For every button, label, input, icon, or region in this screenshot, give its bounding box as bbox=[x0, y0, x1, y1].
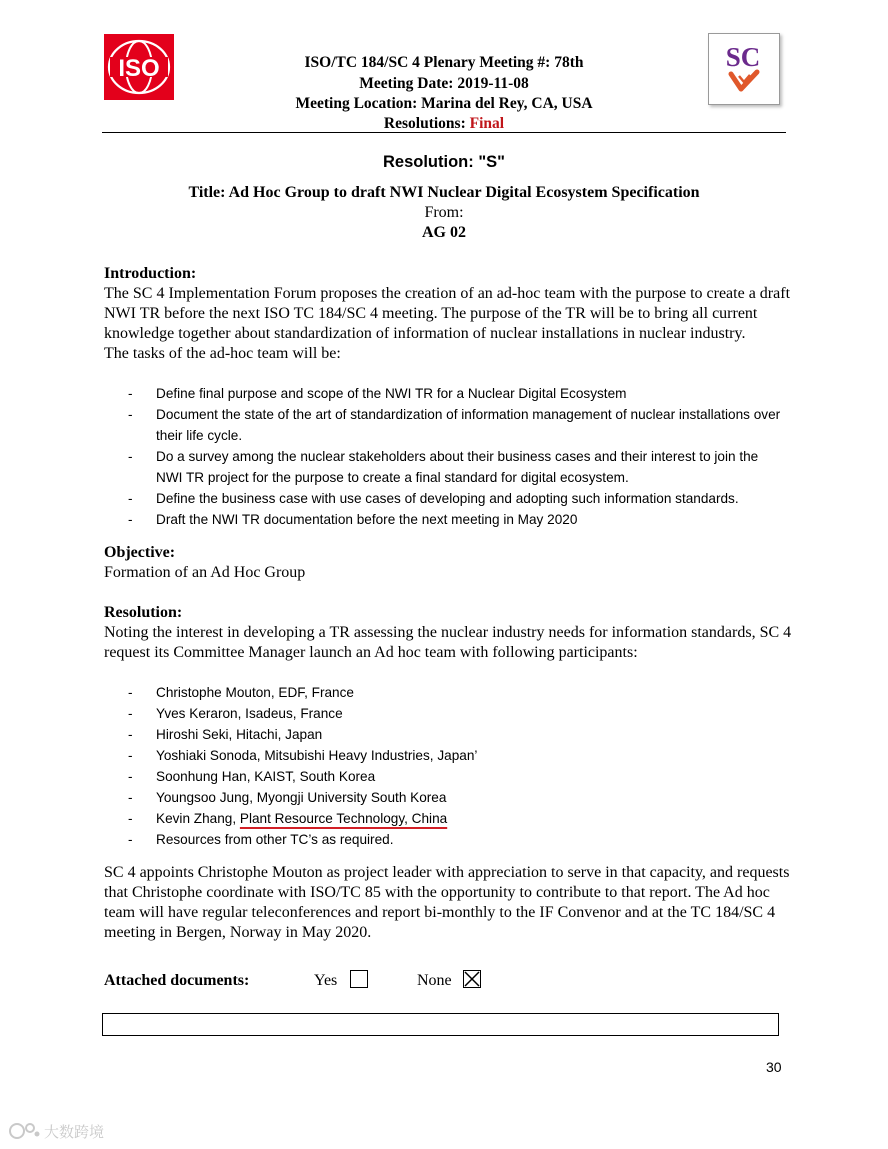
none-checkbox[interactable] bbox=[463, 970, 481, 988]
list-item: - Resources from other TC’s as required. bbox=[128, 832, 394, 847]
iso-logo bbox=[104, 34, 174, 100]
list-item: - Define final purpose and scope of the NWI TR for a Nuclear Digital Ecosystem bbox=[128, 386, 627, 401]
closing-section bbox=[104, 863, 794, 943]
empty-text-box bbox=[102, 1013, 779, 1036]
resolution-heading: Resolution: "S" bbox=[383, 153, 505, 171]
participants-list bbox=[128, 682, 788, 850]
list-item: - Document the state of the art of standardization of information management of nuclear installations over their life cycle. bbox=[128, 407, 781, 443]
tasks-intro: The tasks of the ad-hoc team will be: bbox=[104, 345, 341, 362]
watermark-logo-icon bbox=[8, 1120, 42, 1142]
resolution-paragraph: Noting the interest in developing a TR assessing the nuclear industry needs for information standards, SC 4 request its Committee Manager launch an Ad hoc team with following participants: bbox=[104, 624, 792, 661]
list-item: - Christophe Mouton, EDF, France bbox=[128, 685, 354, 700]
header-meeting-date: Meeting Date: 2019-11-08 bbox=[359, 75, 529, 92]
list-item: - Define the business case with use cases of developing and adopting such information standards. bbox=[128, 491, 739, 506]
list-item: - Draft the NWI TR documentation before the next meeting in May 2020 bbox=[128, 512, 578, 527]
tasks-list bbox=[128, 383, 788, 530]
introduction-paragraph: The SC 4 Implementation Forum proposes the creation of an ad-hoc team with the purpose to create a draft NWI TR before the next ISO TC 184/SC 4 meeting. The purpose of the TR will be to bring all current knowledge together about standardization of information of nuclear installations in nuclear industry. bbox=[104, 285, 791, 342]
yes-label: Yes bbox=[314, 972, 338, 989]
objective-text: Formation of an Ad Hoc Group bbox=[104, 564, 306, 581]
objective-section bbox=[104, 543, 794, 583]
iso-globe-icon bbox=[106, 37, 172, 97]
header-divider bbox=[102, 132, 786, 133]
list-item: - Youngsoo Jung, Myongji University South Korea bbox=[128, 790, 447, 805]
list-item: - Yves Keraron, Isadeus, France bbox=[128, 706, 343, 721]
sc-logo bbox=[708, 33, 780, 105]
resolutions-status: Final bbox=[469, 115, 505, 132]
list-item: - Yoshiaki Sonoda, Mitsubishi Heavy Industries, Japan’ bbox=[128, 748, 478, 763]
resolution-title: Title: Ad Hoc Group to draft NWI Nuclear Digital Ecosystem Specification bbox=[188, 184, 700, 201]
watermark bbox=[8, 1120, 104, 1142]
resolution-section-heading: Resolution: bbox=[104, 604, 183, 621]
checked-x-icon bbox=[464, 971, 480, 987]
resolutions-label: Resolutions: bbox=[383, 115, 466, 132]
header-resolutions bbox=[180, 114, 708, 134]
introduction-heading: Introduction: bbox=[104, 265, 197, 282]
closing-paragraph: SC 4 appoints Christophe Mouton as project leader with appreciation to serve in that capacity, and requests that Christophe coordinate with ISO/TC 85 with the opportunity to contribute to that report. The Ad hoc team will have regular teleconferences and report bi-monthly to the IF Convenor and at the TC 184/SC 4 meeting in Bergen, Norway in May 2020. bbox=[104, 864, 790, 941]
participant-kevin-name: Kevin Zhang, bbox=[156, 811, 240, 826]
objective-heading: Objective: bbox=[104, 544, 176, 561]
header-meeting-number: ISO/TC 184/SC 4 Plenary Meeting #: 78th bbox=[304, 54, 584, 71]
list-item: - Hiroshi Seki, Hitachi, Japan bbox=[128, 727, 323, 742]
header-meeting-location: Meeting Location: Marina del Rey, CA, USA bbox=[295, 95, 593, 112]
attached-documents-row bbox=[104, 970, 604, 994]
list-item: - Soonhung Han, KAIST, South Korea bbox=[128, 769, 376, 784]
resolution-from-value: AG 02 bbox=[422, 224, 466, 241]
yes-checkbox[interactable] bbox=[350, 970, 368, 988]
sc-checkmark-icon bbox=[709, 34, 779, 104]
iso-logo-text: ISO bbox=[118, 55, 160, 82]
attached-documents-label: Attached documents: bbox=[104, 972, 250, 989]
list-item: - Do a survey among the nuclear stakeholders about their business cases and their interest to join the NWI TR project for the purpose to create a final standard for digital ecosystem. bbox=[128, 449, 759, 485]
none-label: None bbox=[417, 972, 452, 989]
sc-logo-text: SC bbox=[725, 42, 761, 72]
participant-kevin-org: Plant Resource Technology, China bbox=[239, 811, 448, 826]
introduction-section bbox=[104, 264, 794, 364]
resolution-from-label: From: bbox=[424, 204, 464, 221]
watermark-text: 大数跨境 bbox=[44, 1123, 105, 1141]
list-item: - Kevin Zhang, Plant Resource Technology, China bbox=[128, 811, 448, 826]
page-number: 30 bbox=[766, 1059, 782, 1075]
resolution-section bbox=[104, 603, 794, 663]
